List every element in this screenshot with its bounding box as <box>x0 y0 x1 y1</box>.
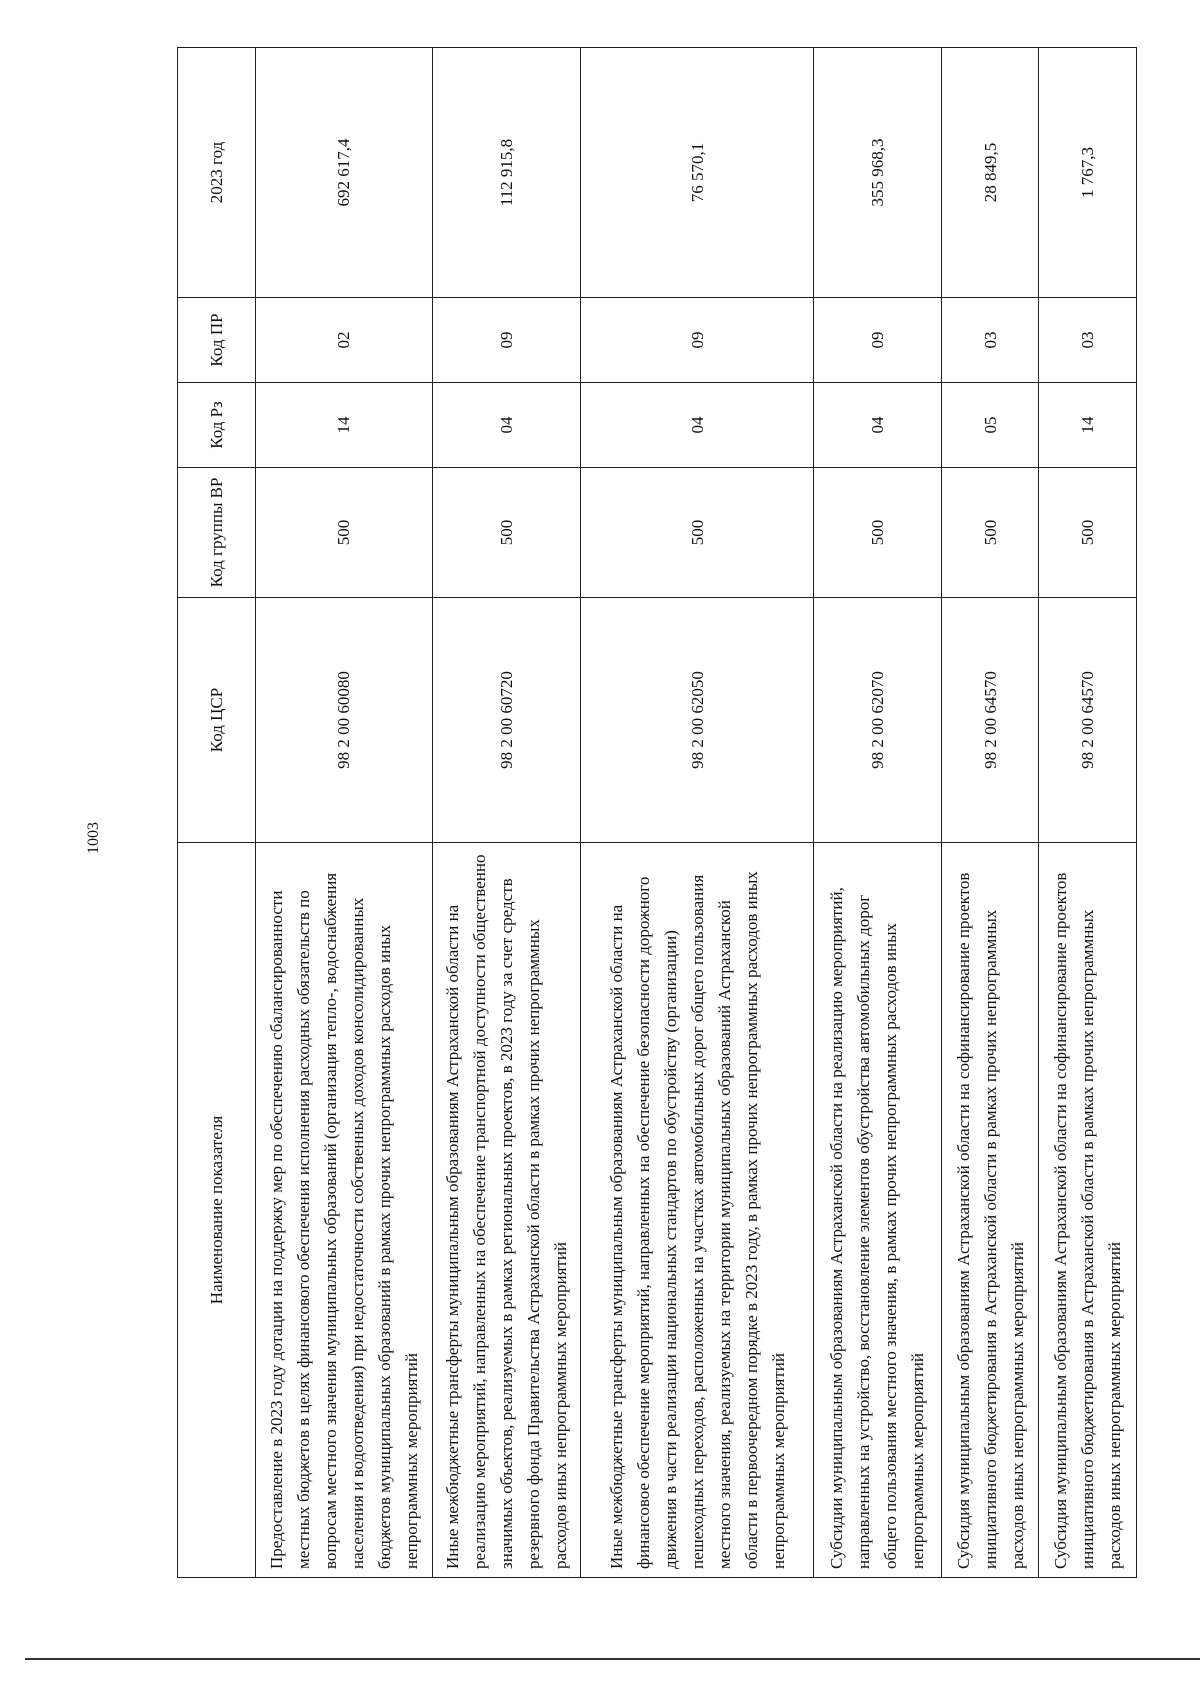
table-row <box>581 48 814 1578</box>
row-amount: 28 849,5 <box>941 48 1039 298</box>
row-rz-code: 05 <box>941 383 1039 468</box>
header-vr-group-code: Код группы ВР <box>178 468 256 598</box>
row-amount: 355 968,3 <box>814 48 942 298</box>
row-rz-code: 04 <box>432 383 580 468</box>
row-vr-code: 500 <box>432 468 580 598</box>
row-name: Субсидия муниципальным образованиям Астраханской области на софинансирование проектов инициативного бюджетирования в Астраханской области в рамках прочих непрограммных расходов иных непрограммных мероприятий <box>941 843 1039 1578</box>
row-csr-code: 98 2 00 62050 <box>581 598 814 843</box>
row-rz-code: 04 <box>581 383 814 468</box>
row-vr-code: 500 <box>814 468 942 598</box>
row-csr-code: 98 2 00 60080 <box>256 598 433 843</box>
row-amount: 692 617,4 <box>256 48 433 298</box>
row-amount: 1 767,3 <box>1039 48 1137 298</box>
row-vr-code: 500 <box>256 468 433 598</box>
table-row <box>941 48 1039 1578</box>
row-vr-code: 500 <box>581 468 814 598</box>
header-year-2023: 2023 год <box>178 48 256 298</box>
row-pr-code: 02 <box>256 298 433 383</box>
row-vr-code: 500 <box>1039 468 1137 598</box>
row-name: Субсидии муниципальным образованиям Астраханской области на реализацию мероприятий, направленных на устройство, восстановление элементов обустройства автомобильных дорог общего пользования местного значения, в рамках прочих непрограммных расходов иных непрограммных мероприятий <box>814 843 942 1578</box>
row-amount: 112 915,8 <box>432 48 580 298</box>
header-pr-code: Код ПР <box>178 298 256 383</box>
row-pr-code: 03 <box>1039 298 1137 383</box>
row-pr-code: 03 <box>941 298 1039 383</box>
table-row <box>256 48 433 1578</box>
row-name: Предоставление в 2023 году дотации на поддержку мер по обеспечению сбалансированности местных бюджетов в целях финансового обеспечения исполнения расходных обязательств по вопросам местного значения муниципальных образований (организация тепло-, водоснабжения населения и водоотведения) при недостаточности собственных доходов консолидированных бюджетов муниципальных образований в рамках прочих непрограммных расходов иных непрограммных мероприятий <box>256 843 433 1578</box>
table-row <box>432 48 580 1578</box>
row-rz-code: 14 <box>256 383 433 468</box>
table-header-row <box>178 48 256 1578</box>
row-name: Иные межбюджетные трансферты муниципальным образованиям Астраханской области на реализацию мероприятий, направленных на обеспечение транспортной доступности общественно значимых объектов, реализуемых в рамках региональных проектов, в 2023 году за счет средств резервного фонда Правительства Астраханской области в рамках прочих непрограммных расходов иных непрограммных мероприятий <box>432 843 580 1578</box>
row-csr-code: 98 2 00 62070 <box>814 598 942 843</box>
header-csr-code: Код ЦСР <box>178 598 256 843</box>
rotated-table-container <box>177 48 1137 1578</box>
page-number-text: 1003 <box>85 822 102 854</box>
row-csr-code: 98 2 00 60720 <box>432 598 580 843</box>
row-rz-code: 14 <box>1039 383 1137 468</box>
row-csr-code: 98 2 00 64570 <box>1039 598 1137 843</box>
row-vr-code: 500 <box>941 468 1039 598</box>
row-rz-code: 04 <box>814 383 942 468</box>
row-csr-code: 98 2 00 64570 <box>941 598 1039 843</box>
row-pr-code: 09 <box>814 298 942 383</box>
table-row <box>814 48 942 1578</box>
scan-edge-line <box>25 1658 1200 1660</box>
header-rz-code: Код Рз <box>178 383 256 468</box>
row-amount: 76 570,1 <box>581 48 814 298</box>
row-name: Субсидия муниципальным образованиям Астраханской области на софинансирование проектов инициативного бюджетирования в Астраханской области в рамках прочих непрограммных расходов иных непрограммных мероприятий <box>1039 843 1137 1578</box>
header-name: Наименование показателя <box>178 843 256 1578</box>
row-pr-code: 09 <box>432 298 580 383</box>
budget-table <box>177 47 1137 1578</box>
row-pr-code: 09 <box>581 298 814 383</box>
row-name: Иные межбюджетные трансферты муниципальным образованиям Астраханской области на финансовое обеспечение мероприятий, направленных на обеспечение безопасности дорожного движения в части реализации национальных стандартов по обустройству (организации) пешеходных переходов, расположенных на участках автомобильных дорог общего пользования местного значения, реализуемых на территории муниципальных образований Астраханской области в первоочередном порядке в 2023 году, в рамках прочих непрограммных расходов иных непрограммных мероприятий <box>581 843 814 1578</box>
table-row <box>1039 48 1137 1578</box>
